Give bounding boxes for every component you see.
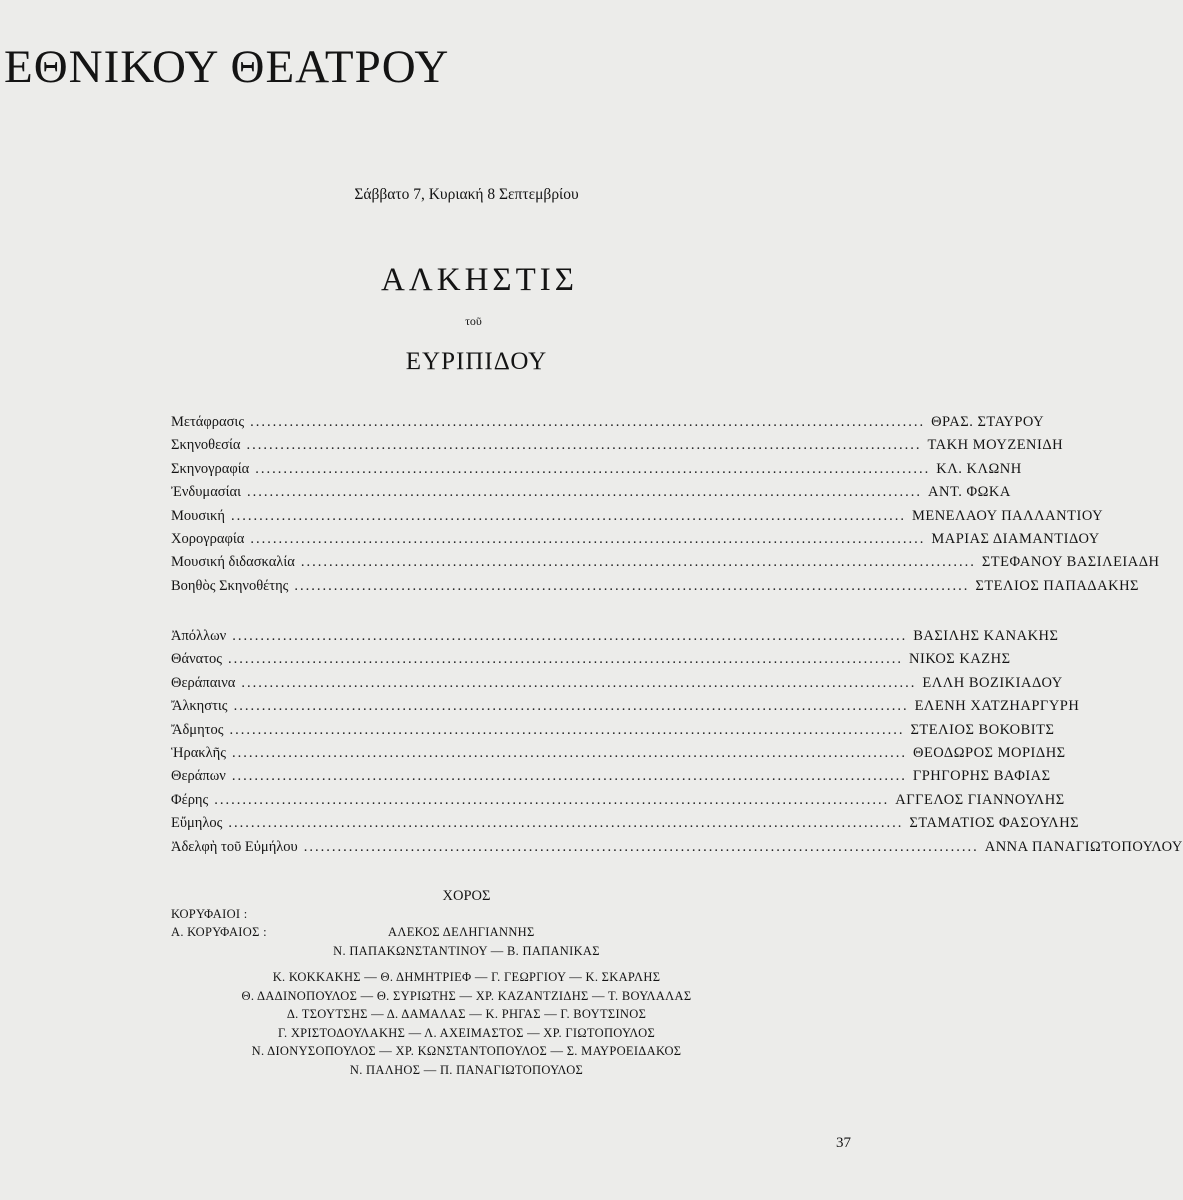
crew-name: ΑΝΤ. ΦΩΚΑ xyxy=(928,484,1011,501)
cast-name: ΒΑΣΙΛΗΣ ΚΑΝΑΚΗΣ xyxy=(913,628,1059,644)
chorus-member-line: Ν. ΠΑΛΗΟΣ — Π. ΠΑΝΑΓΙΩΤΟΠΟΥΛΟΣ xyxy=(349,1062,584,1077)
dot-leader: ........................................................................................................................ xyxy=(246,437,922,454)
page-number: 37 xyxy=(836,1135,851,1151)
cast-role: Ἄλκηστις xyxy=(171,698,228,715)
crew-row xyxy=(171,484,1011,507)
chorus-member-line: Δ. ΤΣΟΥΤΣΗΣ — Δ. ΔΑΜΑΛΑΣ — Κ. ΡΗΓΑΣ — Γ. ΒΟΥΤΣΙΝΟΣ xyxy=(286,1007,647,1022)
play-of: τοῦ xyxy=(465,314,482,328)
chorus-title: ΧΟΡΟΣ xyxy=(442,888,491,904)
cast-role: Ἄδμητος xyxy=(171,721,224,738)
cast-name: ΣΤΕΛΙΟΣ ΒΟΚΟΒΙΤΣ xyxy=(910,721,1055,738)
dot-leader: ........................................................................................................................ xyxy=(250,414,926,430)
cast-name: ΣΤΑΜΑΤΙΟΣ ΦΑΣΟΥΛΗΣ xyxy=(909,815,1080,832)
crew-row xyxy=(171,507,1104,531)
dot-leader: ........................................................................................................................ xyxy=(231,768,907,785)
crew-role: Σκηνοθεσία xyxy=(171,437,241,454)
crew-name: ΚΛ. ΚΛΩΝΗ xyxy=(936,460,1022,477)
cast-name: ΑΝΝΑ ΠΑΝΑΓΙΩΤΟΠΟΥΛΟΥ xyxy=(984,838,1183,855)
chorus-member-line: Ν. ΔΙΟΝΥΣΟΠΟΥΛΟΣ — ΧΡ. ΚΩΝΣΤΑΝΤΟΠΟΥΛΟΣ — Σ. ΜΑΥΡΟΕΙΔΑΚΟΣ xyxy=(251,1044,682,1059)
crew-row xyxy=(171,554,1160,577)
cast-name: ΕΛΕΝΗ ΧΑΤΖΗΑΡΓΥΡΗ xyxy=(914,698,1080,715)
crew-role: Βοηθὸς Σκηνοθέτης xyxy=(171,577,289,594)
cast-row xyxy=(171,628,1059,651)
crew-role: Μουσική xyxy=(171,507,225,524)
dot-leader: ........................................................................................................................ xyxy=(214,791,890,808)
page-header: ΕΘΝΙΚΟΥ ΘΕΑΤΡΟΥ xyxy=(4,41,450,93)
crew-row xyxy=(171,414,1045,437)
chorus-member-line: Κ. ΚΟΚΚΑΚΗΣ — Θ. ΔΗΜΗΤΡΙΕΦ — Γ. ΓΕΩΡΓΙΟΥ — Κ. ΣΚΑΡΛΗΣ xyxy=(272,970,661,984)
cast-row xyxy=(171,744,1066,768)
dot-leader: ........................................................................................................................ xyxy=(228,651,904,668)
crew-row xyxy=(171,437,1064,460)
crew-row xyxy=(171,577,1139,601)
dot-leader: ........................................................................................................................ xyxy=(229,721,905,738)
first-koryfaios-name: ΑΛΕΚΟΣ ΔΕΛΗΓΙΑΝΝΗΣ xyxy=(388,925,535,939)
cast-list xyxy=(171,628,1183,862)
crew-list xyxy=(171,414,1160,601)
crew-name: ΜΕΝΕΛΑΟΥ ΠΑΛΛΑΝΤΙΟΥ xyxy=(911,507,1104,524)
cast-name: ΘΕΟΔΩΡΟΣ ΜΟΡΙΔΗΣ xyxy=(912,744,1066,761)
dot-leader: ........................................................................................................................ xyxy=(255,460,931,477)
dot-leader: ........................................................................................................................ xyxy=(232,628,908,644)
chorus-members xyxy=(0,970,913,1082)
dot-leader: ........................................................................................................................ xyxy=(303,838,979,855)
cast-name: ΑΓΓΕΛΟΣ ΓΙΑΝΝΟΥΛΗΣ xyxy=(895,791,1065,808)
crew-name: ΤΑΚΗ ΜΟΥΖΕΝΙΔΗ xyxy=(927,437,1064,454)
dot-leader: ........................................................................................................................ xyxy=(230,507,906,524)
chorus-member-line: Γ. ΧΡΙΣΤΟΔΟΥΛΑΚΗΣ — Λ. ΑΧΕΙΜΑΣΤΟΣ — ΧΡ. ΓΙΩΤΟΠΟΥΛΟΣ xyxy=(277,1025,656,1040)
cast-row xyxy=(171,815,1080,838)
dot-leader: ........................................................................................................................ xyxy=(294,577,970,594)
cast-row xyxy=(171,721,1055,745)
crew-name: ΘΡΑΣ. ΣΤΑΥΡΟΥ xyxy=(931,414,1045,430)
cast-row xyxy=(171,674,1063,698)
dot-leader: ........................................................................................................................ xyxy=(233,698,909,715)
dot-leader: ........................................................................................................................ xyxy=(250,530,926,547)
cast-role: Ἀδελφὴ τοῦ Εὐμήλου xyxy=(171,838,298,855)
cast-name: ΕΛΛΗ ΒΟΖΙΚΙΑΔΟΥ xyxy=(922,674,1063,691)
dot-leader: ........................................................................................................................ xyxy=(300,554,976,571)
dot-leader: ........................................................................................................................ xyxy=(241,674,917,691)
cast-role: Εὔμηλος xyxy=(171,815,223,832)
cast-name: ΓΡΗΓΟΡΗΣ ΒΑΦΙΑΣ xyxy=(912,768,1051,785)
performance-date: Σάββατο 7, Κυριακή 8 Σεπτεμβρίου xyxy=(354,186,579,203)
koryfaioi-label: ΚΟΡΥΦΑΙΟΙ : xyxy=(171,907,248,921)
play-author: ΕΥΡΙΠΙΔΟΥ xyxy=(405,348,548,375)
crew-role: Ἐνδυμασίαι xyxy=(171,484,242,501)
cast-row xyxy=(171,768,1051,791)
crew-name: ΣΤΕΦΑΝΟΥ ΒΑΣΙΛΕΙΑΔΗ xyxy=(981,554,1160,571)
cast-role: Φέρης xyxy=(171,791,209,808)
cast-role: Θάνατος xyxy=(171,651,223,668)
crew-name: ΜΑΡΙΑΣ ΔΙΑΜΑΝΤΙΔΟΥ xyxy=(931,530,1100,547)
cast-row xyxy=(171,838,1183,862)
cast-row xyxy=(171,651,1011,674)
cast-row xyxy=(171,791,1065,815)
play-title: ΑΛΚΗΣΤΙΣ xyxy=(381,262,578,298)
crew-row xyxy=(171,460,1022,484)
cast-row xyxy=(171,698,1080,721)
cast-role: Ἀπόλλων xyxy=(171,628,227,644)
dot-leader: ........................................................................................................................ xyxy=(231,744,907,761)
koryfaioi-names: Ν. ΠΑΠΑΚΩΝΣΤΑΝΤΙΝΟΥ — Β. ΠΑΠΑΝΙΚΑΣ xyxy=(333,944,600,958)
crew-role: Μουσική διδασκαλία xyxy=(171,554,295,571)
cast-name: ΝΙΚΟΣ ΚΑΖΗΣ xyxy=(909,651,1011,668)
crew-role: Μετάφρασις xyxy=(171,414,245,430)
crew-row xyxy=(171,530,1100,554)
first-koryfaios-label: Α. ΚΟΡΥΦΑΙΟΣ : xyxy=(171,925,267,939)
cast-role: Ἡρακλῆς xyxy=(171,744,226,761)
chorus-member-line: Θ. ΔΑΔΙΝΟΠΟΥΛΟΣ — Θ. ΣΥΡΙΩΤΗΣ — ΧΡ. ΚΑΖΑΝΤΖΙΔΗΣ — Τ. ΒΟΥΛΑΛΑΣ xyxy=(241,988,692,1003)
cast-role: Θεράπαινα xyxy=(171,674,236,691)
crew-name: ΣΤΕΛΙΟΣ ΠΑΠΑΔΑΚΗΣ xyxy=(975,577,1139,594)
crew-role: Σκηνογραφία xyxy=(171,460,250,477)
dot-leader: ........................................................................................................................ xyxy=(247,484,923,501)
crew-role: Χορογραφία xyxy=(171,530,245,547)
cast-role: Θεράπων xyxy=(171,768,226,785)
dot-leader: ........................................................................................................................ xyxy=(228,815,904,832)
